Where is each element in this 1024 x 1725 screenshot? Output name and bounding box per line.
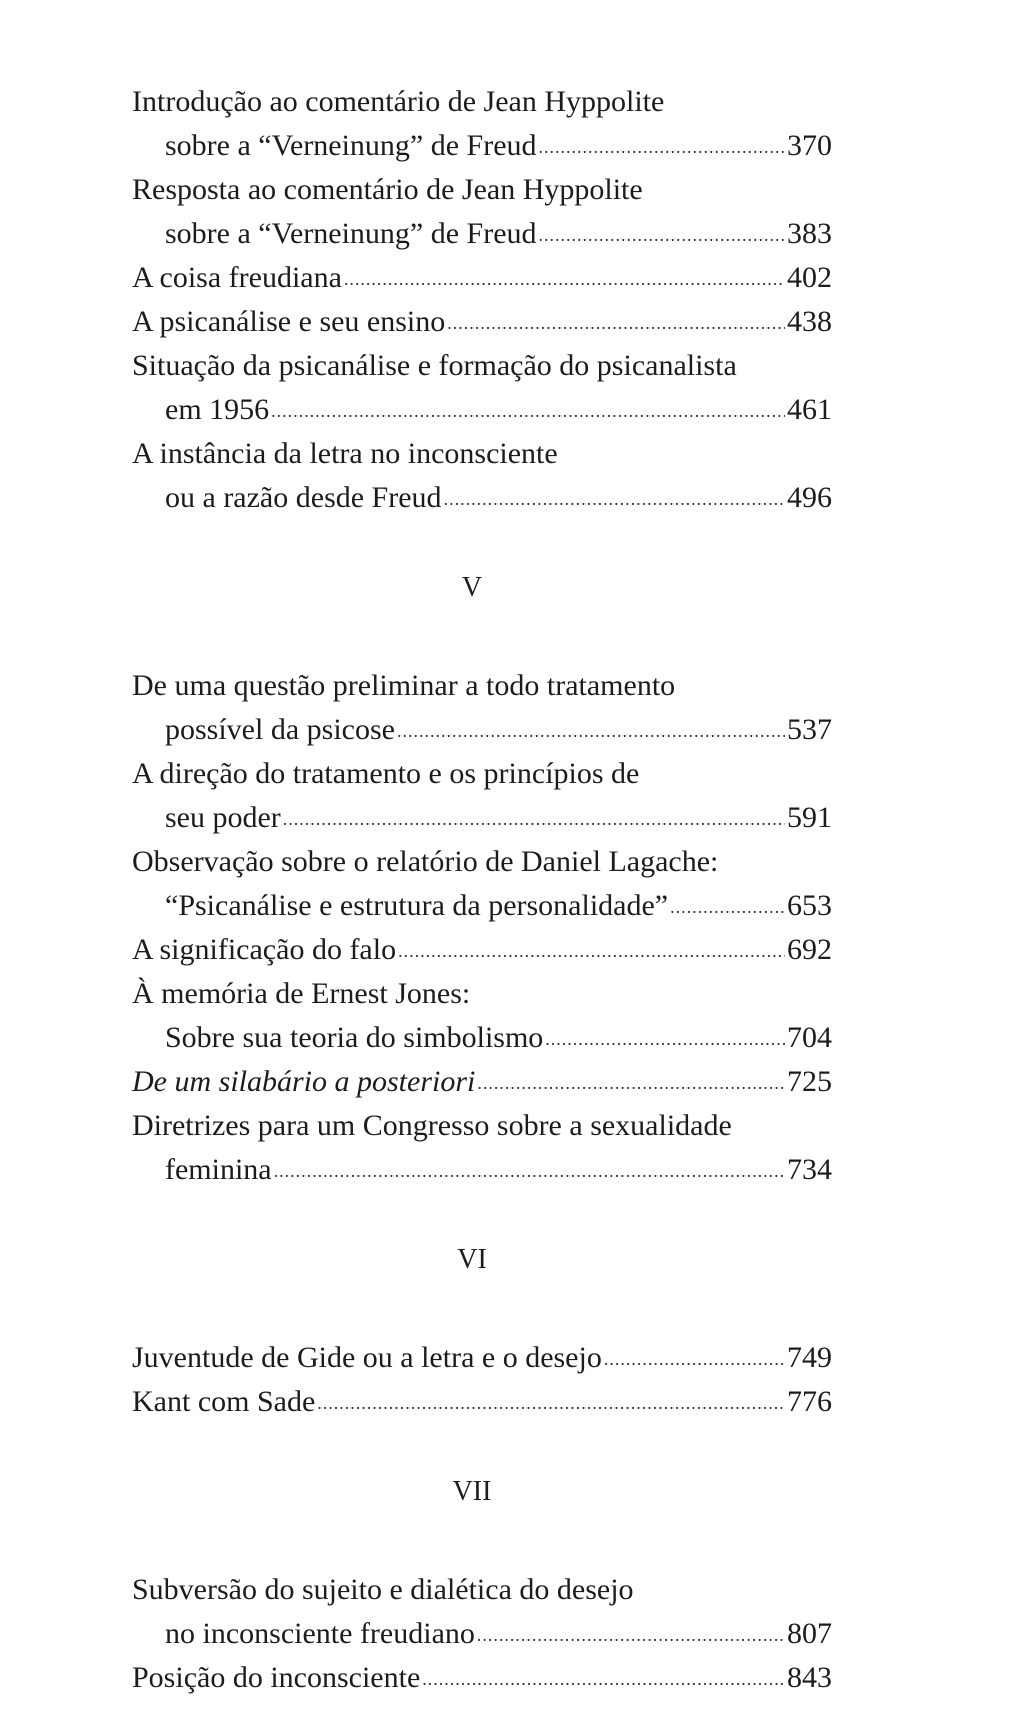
table-of-contents [132, 80, 832, 1700]
toc-entry-title-line: De um silabário a posteriori [132, 1065, 476, 1098]
toc-entry [132, 1060, 832, 1104]
toc-entry-leader-line [132, 796, 832, 840]
toc-entry [132, 1380, 832, 1424]
toc-entry-leader-line [132, 1612, 832, 1656]
toc-entry-page-number: 383 [787, 217, 832, 250]
toc-entry-title-line: Subversão do sujeito e dialética do desejo [132, 1573, 634, 1606]
toc-entry-title-line: A psicanálise e seu ensino [132, 305, 446, 338]
toc-entry-leader-line [132, 388, 832, 432]
toc-entry-title-line: Situação da psicanálise e formação do psicanalista [132, 349, 737, 382]
dot-leader [271, 389, 785, 433]
toc-entry-title-line: Kant com Sade [132, 1385, 316, 1418]
toc-entry-title-line: sobre a “Verneinung” de Freud [165, 217, 537, 250]
toc-entry [132, 972, 832, 1060]
toc-entry-page-number: 496 [787, 481, 832, 514]
toc-entry-title-line: Juventude de Gide ou a letra e o desejo [132, 1341, 602, 1374]
toc-entry [132, 300, 832, 344]
toc-entry-page-number: 725 [787, 1065, 832, 1098]
toc-entry-page-number: 692 [787, 933, 832, 966]
dot-leader [670, 885, 785, 929]
toc-entry-page-number: 653 [787, 889, 832, 922]
toc-entry [132, 1568, 832, 1656]
toc-entry-leader-line [132, 884, 832, 928]
toc-entry-leader-line [132, 708, 832, 752]
dot-leader [545, 1017, 785, 1061]
toc-entry-title-line: ou a razão desde Freud [165, 481, 442, 514]
toc-entry-title-line: Introdução ao comentário de Jean Hyppolite [132, 85, 665, 118]
toc-entry-page-number: 749 [787, 1341, 832, 1374]
toc-entry-title-line: feminina [165, 1153, 272, 1186]
toc-entry-page-number: 807 [787, 1617, 832, 1650]
dot-leader [444, 477, 785, 521]
toc-entry-title-line: possível da psicose [165, 713, 395, 746]
dot-leader [477, 1613, 785, 1657]
toc-entry [132, 344, 832, 432]
toc-entry-title-line: Diretrizes para um Congresso sobre a sexualidade [132, 1109, 732, 1142]
toc-entry-leader-line [132, 212, 832, 256]
dot-leader [397, 709, 785, 753]
toc-entry-page-number: 537 [787, 713, 832, 746]
toc-entry [132, 80, 832, 168]
toc-entry-page-number: 438 [787, 305, 832, 338]
toc-entry-leader-line [132, 476, 832, 520]
toc-entry-leader-line [132, 1380, 832, 1424]
dot-leader [398, 929, 785, 973]
toc-entry [132, 840, 832, 928]
toc-entry [132, 1656, 832, 1700]
toc-entry-leader-line [132, 1060, 832, 1104]
toc-entry-title-line: À memória de Ernest Jones: [132, 977, 471, 1010]
toc-entry-title-line: “Psicanálise e estrutura da personalidade” [165, 889, 669, 922]
toc-entry-title-line: A instância da letra no inconsciente [132, 437, 558, 470]
toc-entry [132, 664, 832, 752]
dot-leader [539, 125, 785, 169]
toc-entry-leader-line [132, 1336, 832, 1380]
toc-entry [132, 432, 832, 520]
toc-entry-title-line: Sobre sua teoria do simbolismo [165, 1021, 544, 1054]
toc-entry-page-number: 776 [787, 1385, 832, 1418]
toc-entry-leader-line [132, 256, 832, 300]
toc-entry [132, 752, 832, 840]
toc-entry-page-number: 461 [787, 393, 832, 426]
dot-leader [274, 1149, 785, 1193]
toc-entry-page-number: 704 [787, 1021, 832, 1054]
dot-leader [344, 257, 785, 301]
dot-leader [447, 301, 785, 345]
toc-entry-leader-line [132, 300, 832, 344]
toc-entry-page-number: 370 [787, 129, 832, 162]
section-heading-v: V [461, 572, 483, 603]
toc-entry-leader-line [132, 928, 832, 972]
toc-entry-title-line: Observação sobre o relatório de Daniel Lagache: [132, 845, 719, 878]
dot-leader [477, 1061, 785, 1105]
toc-entry-title-line: sobre a “Verneinung” de Freud [165, 129, 537, 162]
section-heading-vii: VII [452, 1476, 492, 1507]
toc-entry-leader-line [132, 1656, 832, 1700]
toc-entry-leader-line [132, 1016, 832, 1060]
dot-leader [317, 1381, 785, 1425]
toc-entry-title-line: Posição do inconsciente [132, 1661, 421, 1694]
toc-entry [132, 256, 832, 300]
toc-entry-page-number: 591 [787, 801, 832, 834]
toc-entry-page-number: 843 [787, 1661, 832, 1694]
toc-entry-title-line: Resposta ao comentário de Jean Hyppolite [132, 173, 643, 206]
toc-entry-title-line: De uma questão preliminar a todo tratamento [132, 669, 676, 702]
toc-entry [132, 928, 832, 972]
toc-entry [132, 1336, 832, 1380]
section-heading-vi: VI [457, 1244, 487, 1275]
toc-entry [132, 1104, 832, 1192]
toc-entry-title-line: no inconsciente freudiano [165, 1617, 475, 1650]
dot-leader [604, 1337, 785, 1381]
toc-entry-leader-line [132, 1148, 832, 1192]
toc-entry-title-line: A coisa freudiana [132, 261, 342, 294]
toc-entry-page-number: 402 [787, 261, 832, 294]
toc-entry-title-line: A significação do falo [132, 933, 397, 966]
toc-entry-title-line: seu poder [165, 801, 281, 834]
dot-leader [283, 797, 785, 841]
toc-entry-page-number: 734 [787, 1153, 832, 1186]
toc-entry-leader-line [132, 124, 832, 168]
dot-leader [539, 213, 785, 257]
toc-entry-title-line: A direção do tratamento e os princípios de [132, 757, 640, 790]
dot-leader [422, 1657, 785, 1701]
toc-entry [132, 168, 832, 256]
toc-entry-title-line: em 1956 [165, 393, 270, 426]
